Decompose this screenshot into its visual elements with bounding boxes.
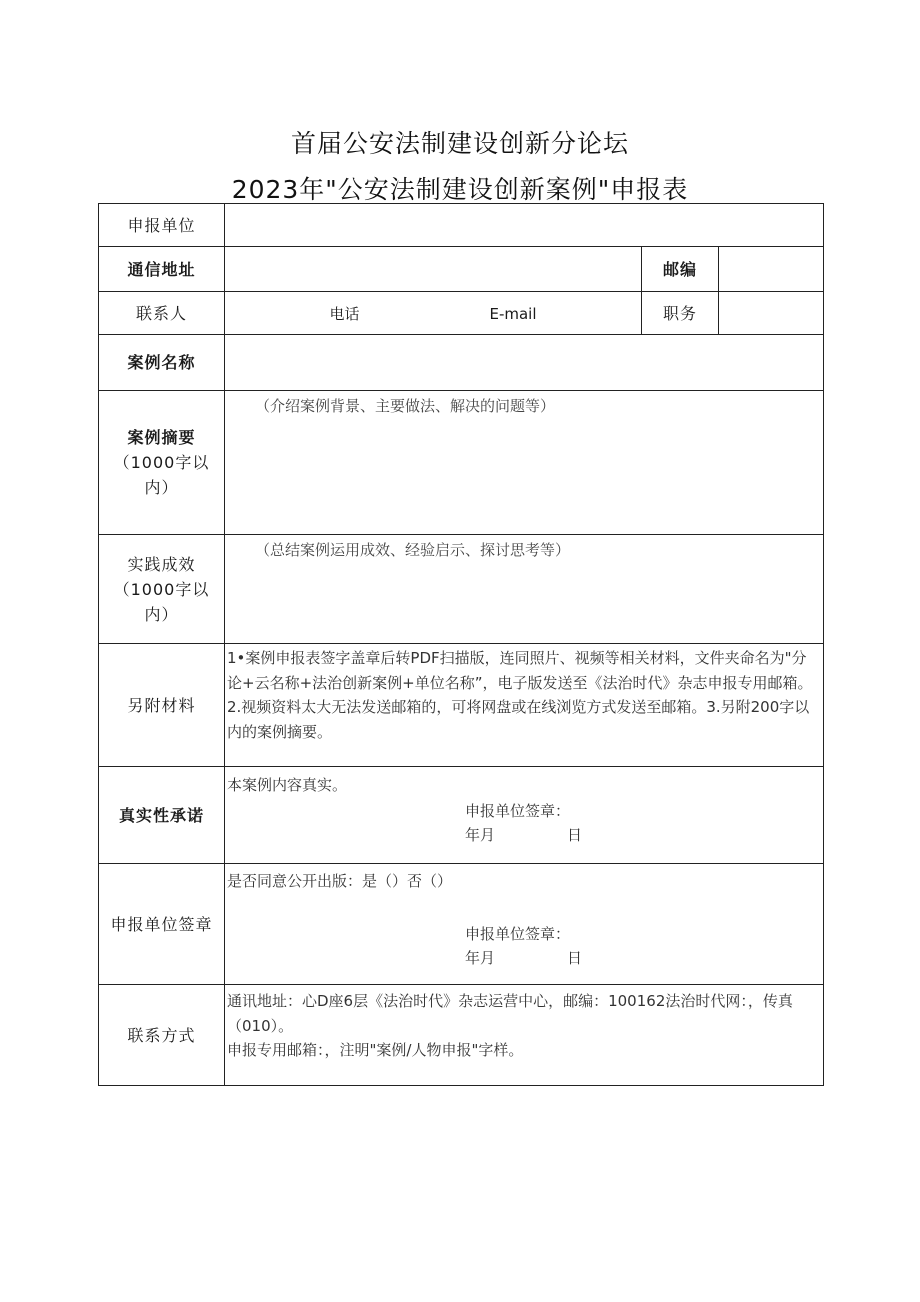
seal-label	[99, 864, 225, 985]
attachments-line-2: 2.视频资料太大无法发送邮箱的，可将网盘或在线浏览方式发送至邮箱。3.另附200字以内的案例摘要。	[227, 698, 810, 741]
contact-info-line-2: 申报专用邮箱：，注明"案例/人物申报"字样。	[227, 1041, 524, 1059]
pledge-sign-label: 申报单位签章：	[465, 801, 571, 820]
summary-label: 案例摘要	[127, 428, 196, 447]
phone-label: 电话	[329, 304, 360, 323]
contact-info-label: 联系方式	[99, 985, 225, 1086]
seal-day: 日	[567, 949, 583, 967]
effect-label-cell	[99, 535, 225, 644]
pledge-date	[227, 823, 821, 848]
summary-label-cell	[99, 391, 225, 535]
application-form-table	[98, 203, 824, 1086]
postcode-field[interactable]	[719, 247, 824, 292]
row-effect	[99, 535, 824, 644]
position-field[interactable]	[719, 292, 824, 335]
summary-limit: （1000字以内）	[113, 453, 210, 497]
phone-email-field[interactable]	[225, 292, 642, 335]
pledge-day: 日	[567, 826, 583, 844]
publish-consent-question: 是否同意公开出版：是（）否（）	[227, 872, 453, 890]
email-label: E-mail	[489, 304, 537, 323]
summary-field[interactable]: （介绍案例背景、主要做法、解决的问题等）	[225, 391, 824, 535]
seal-label-text: 申报单位签章	[110, 914, 213, 934]
effect-limit: （1000字以内）	[113, 579, 210, 624]
case-name-field[interactable]	[225, 335, 824, 391]
address-field[interactable]	[225, 247, 642, 292]
pledge-label: 真实性承诺	[99, 767, 225, 864]
seal-year-month: 年月	[465, 949, 496, 967]
address-label: 通信地址	[99, 247, 225, 292]
contact-info-text	[225, 985, 824, 1086]
row-attachments	[99, 644, 824, 767]
unit-label: 申报单位	[99, 204, 225, 247]
row-seal	[99, 864, 824, 985]
pledge-year-month: 年月	[465, 826, 496, 844]
postcode-label: 邮编	[642, 247, 719, 292]
pledge-text: 本案例内容真实。	[227, 776, 348, 794]
seal-sign-label: 申报单位签章：	[465, 924, 571, 943]
title-line-1: 首届公安法制建设创新分论坛	[290, 129, 629, 158]
row-summary	[99, 391, 824, 535]
pledge-field[interactable]	[225, 767, 824, 864]
attachments-label: 另附材料	[99, 644, 225, 767]
seal-field[interactable]	[225, 864, 824, 985]
row-address	[99, 247, 824, 292]
row-pledge	[99, 767, 824, 864]
position-label: 职务	[642, 292, 719, 335]
contact-info-line-1: 通讯地址：心D座6层《法治时代》杂志运营中心，邮编：100162法治时代网：，传真（010）。	[227, 992, 793, 1035]
effect-label: 实践成效	[127, 554, 196, 574]
row-unit	[99, 204, 824, 247]
seal-date	[227, 946, 821, 971]
case-name-label: 案例名称	[99, 335, 225, 391]
attachments-line-1: 1•案例申报表签字盖章后转PDF扫描版，连同照片、视频等相关材料，文件夹命名为"分论+云名称+法治创新案例+单位名称”，电子版发送至《法治时代》杂志申报专用邮箱。	[227, 649, 813, 692]
contact-label: 联系人	[99, 292, 225, 335]
attachments-text	[225, 644, 824, 767]
effect-field[interactable]: （总结案例运用成效、经验启示、探讨思考等）	[225, 535, 824, 644]
title-line-2: 2023年"公安法制建设创新案例"申报表	[231, 175, 689, 204]
row-case-name	[99, 335, 824, 391]
row-contact-info	[99, 985, 824, 1086]
row-contact	[99, 292, 824, 335]
unit-field[interactable]	[225, 204, 824, 247]
